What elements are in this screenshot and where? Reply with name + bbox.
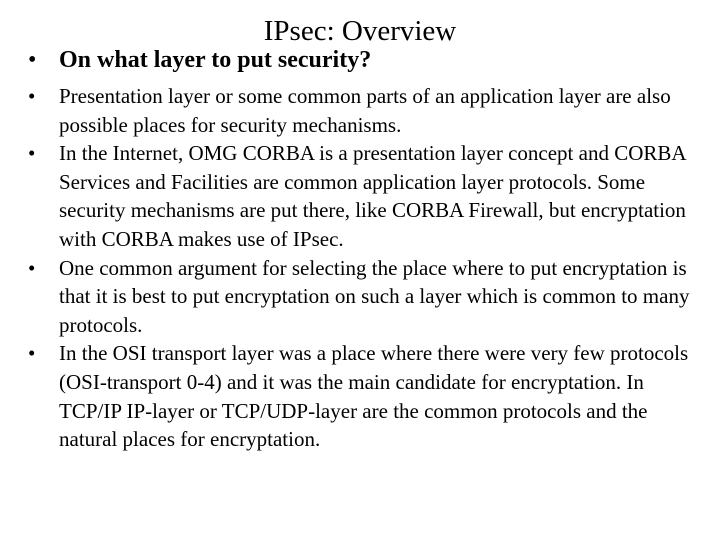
bullet-item (28, 139, 698, 253)
bullet-marker: • (28, 255, 36, 280)
slide-heading (28, 44, 371, 76)
bullet-item (28, 254, 698, 340)
bullet-item (28, 339, 698, 453)
bullet-marker: • (28, 141, 36, 166)
bullet-marker: • (28, 341, 36, 366)
bullet-list (28, 82, 698, 454)
bullet-text: In the OSI transport layer was a place where there were very few protocols (OSI-transport 0-4) and it was the main candidate for encryptation. In TCP/IP IP-layer or TCP/UDP-layer are the common protocols and the natural places for encryptation. (59, 341, 689, 452)
bullet-item (28, 82, 698, 139)
heading-text: On what layer to put security? (59, 47, 372, 73)
bullet-marker: • (28, 47, 37, 73)
bullet-text: In the Internet, OMG CORBA is a presentation layer concept and CORBA Services and Facilities are common application layer protocols. Some security mechanisms are put there, like CORBA Firewall, but encryptation with CORBA makes use of IPsec. (59, 141, 686, 251)
bullet-marker: • (28, 84, 36, 108)
slide-title: IPsec: Overview (263, 15, 457, 47)
bullet-text: Presentation layer or some common parts of an application layer are also possible places for security mechanisms. (59, 84, 671, 137)
bullet-text: One common argument for selecting the place where to put encryptation is that it is best to put encryptation on such a layer which is common to many protocols. (59, 255, 690, 337)
